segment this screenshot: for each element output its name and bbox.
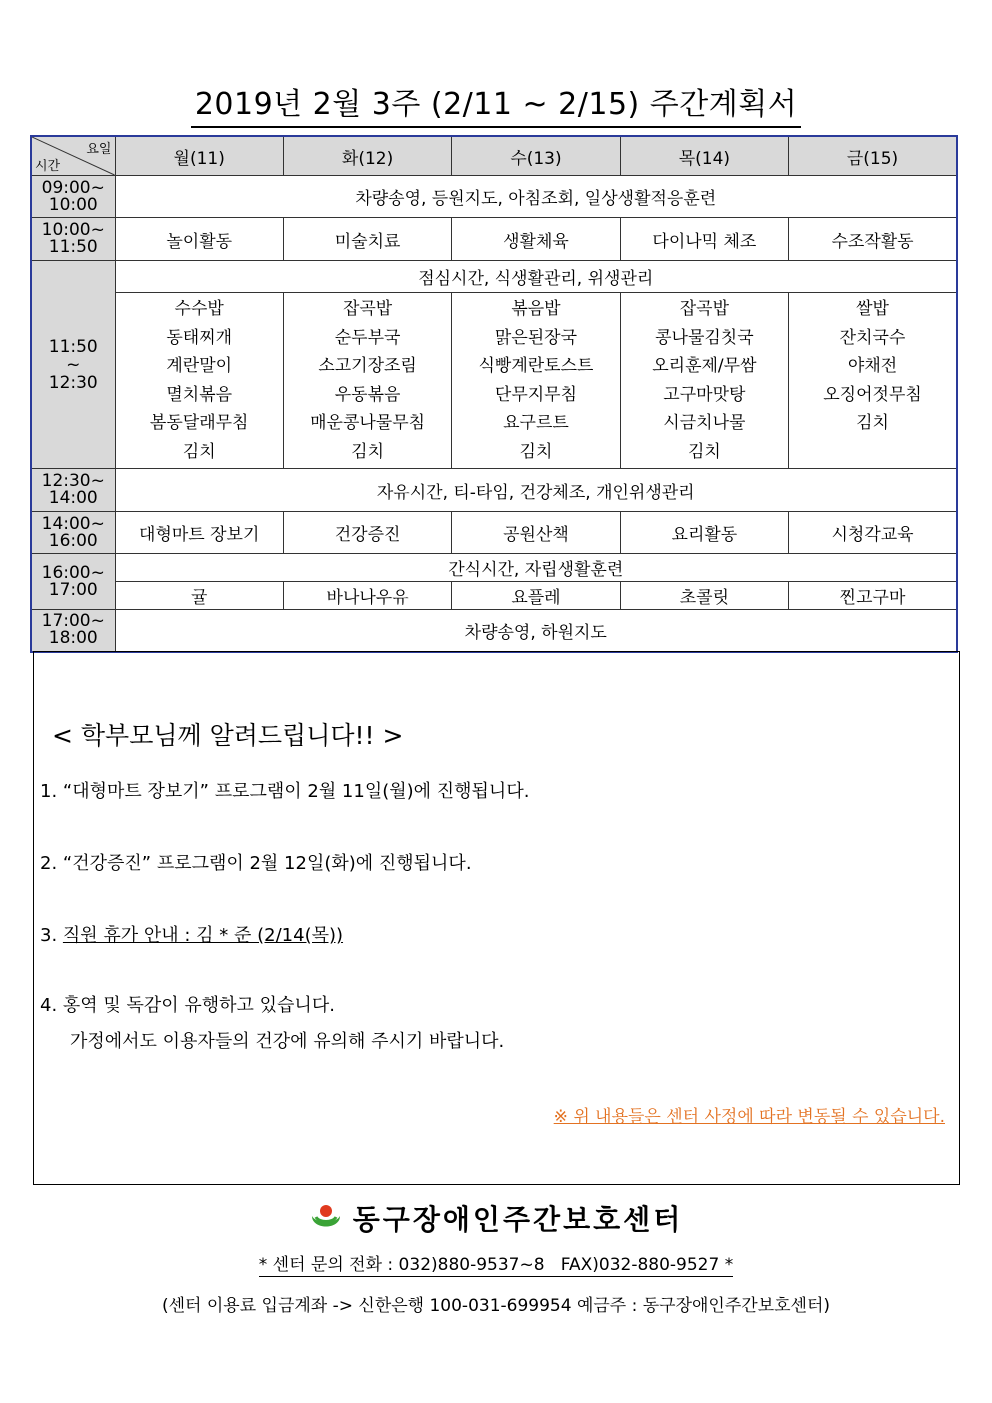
center-name <box>0 1198 992 1241</box>
menu-item: 김치 <box>182 441 216 462</box>
notice-item: 1. “대형마트 장보기” 프로그램이 2월 11일(월)에 진행됩니다. <box>40 781 530 802</box>
day-header: 월(11) <box>115 136 283 176</box>
activity-cell: 다이나믹 체조 <box>620 218 788 261</box>
day-header: 목(14) <box>620 136 788 176</box>
menu-item: 순두부국 <box>334 327 401 348</box>
menu-item: 맑은된장국 <box>494 327 578 348</box>
contact-text: * 센터 문의 전화 : 032)880-9537~8 FAX)032-880-9527 * <box>258 1255 734 1275</box>
time-cell: 12:30~ 14:00 <box>31 469 115 512</box>
menu-cell <box>283 293 451 469</box>
activity-cell: 점심시간, 식생활관리, 위생관리 <box>115 261 957 293</box>
time-cell: 16:00~ 17:00 <box>31 554 115 610</box>
menu-cell <box>789 293 957 469</box>
notice-item: 가정에서도 이용자들의 건강에 유의해 주시기 바랍니다. <box>70 1031 505 1052</box>
corner-day-label: 요일 <box>86 142 112 157</box>
table-row <box>31 261 957 293</box>
menu-item: 쌀밥 <box>856 299 889 319</box>
table-row <box>31 610 957 652</box>
menu-item: 식빵계란토스트 <box>478 356 594 376</box>
activity-cell: 자유시간, 티-타임, 건강체조, 개인위생관리 <box>115 469 957 512</box>
menu-item: 잔치국수 <box>839 327 906 348</box>
table-row <box>31 176 957 218</box>
table-row <box>31 554 957 582</box>
activity-cell: 생활체육 <box>452 218 620 261</box>
notice-box <box>33 651 960 1185</box>
activity-cell: 대형마트 장보기 <box>115 512 283 554</box>
snack-cell: 찐고구마 <box>789 582 957 610</box>
activity-cell: 수조작활동 <box>789 218 957 261</box>
contact-line <box>0 1250 992 1275</box>
menu-item: 콩나물김칫국 <box>655 327 754 348</box>
menu-item: 김치 <box>519 441 553 462</box>
day-header: 화(12) <box>283 136 451 176</box>
activity-cell: 차량송영, 등원지도, 아침조회, 일상생활적응훈련 <box>115 176 957 218</box>
activity-cell: 건강증진 <box>283 512 451 554</box>
menu-item: 매운콩나물무침 <box>310 413 426 433</box>
notice-title: < 학부모님께 알려드립니다!! > <box>52 721 404 750</box>
menu-item: 봄동달래무침 <box>149 413 249 433</box>
page-title: 2019년 2월 3주 (2/11 ~ 2/15) 주간계획서 <box>0 86 992 128</box>
menu-item: 잡곡밥 <box>342 299 393 319</box>
time-cell: 17:00~ 18:00 <box>31 610 115 652</box>
notice-item: 4. 홍역 및 독감이 유행하고 있습니다. <box>40 995 335 1016</box>
activity-cell: 공원산책 <box>452 512 620 554</box>
menu-item: 김치 <box>687 441 721 462</box>
activity-cell: 요리활동 <box>620 512 788 554</box>
day-header: 금(15) <box>789 136 957 176</box>
time-cell: 14:00~ 16:00 <box>31 512 115 554</box>
day-header: 수(13) <box>452 136 620 176</box>
menu-cell <box>115 293 283 469</box>
time-cell: 10:00~ 11:50 <box>31 218 115 261</box>
corner-time-label: 시간 <box>35 159 61 174</box>
menu-item: 볶음밥 <box>511 299 561 319</box>
account-line: (센터 이용료 입금계좌 -> 신한은행 100-031-699954 예금주 : 동구장애인주간보호센터) <box>161 1296 831 1316</box>
menu-item: 잡곡밥 <box>679 299 729 319</box>
menu-item: 동태찌개 <box>166 327 233 348</box>
activity-cell: 간식시간, 자립생활훈련 <box>115 554 957 582</box>
menu-item: 오리훈제/무쌈 <box>652 356 757 376</box>
notice-item <box>40 924 343 948</box>
menu-item: 소고기장조림 <box>318 356 417 376</box>
menu-item: 야채전 <box>847 356 898 376</box>
menu-item: 멸치볶음 <box>166 384 233 405</box>
activity-cell: 시청각교육 <box>789 512 957 554</box>
corner-cell <box>31 136 115 176</box>
menu-item: 오징어젓무침 <box>823 384 922 405</box>
table-row <box>31 582 957 610</box>
snack-cell: 바나나우유 <box>283 582 451 610</box>
center-logo <box>309 1202 343 1241</box>
notice-item-underlined: 직원 휴가 안내 : 김 * 준 (2/14(목)) <box>62 925 344 946</box>
menu-item: 우동볶음 <box>334 384 401 405</box>
table-row <box>31 469 957 512</box>
snack-cell: 요플레 <box>452 582 620 610</box>
snack-cell: 초콜릿 <box>620 582 788 610</box>
activity-cell: 놀이활동 <box>115 218 283 261</box>
snack-cell: 귤 <box>115 582 283 610</box>
table-row <box>31 512 957 554</box>
activity-cell: 차량송영, 하원지도 <box>115 610 957 652</box>
menu-item: 김치 <box>856 413 889 433</box>
menu-item: 시금치나물 <box>663 413 746 433</box>
menu-cell <box>620 293 788 469</box>
menu-item <box>789 438 956 467</box>
notice-item: 2. “건강증진” 프로그램이 2월 12일(화)에 진행됩니다. <box>40 853 472 874</box>
notice-item-prefix: 3. <box>40 925 63 946</box>
menu-cell <box>452 293 620 469</box>
time-cell: 11:50 ~ 12:30 <box>31 261 115 469</box>
menu-item: 고구마맛탕 <box>663 384 746 405</box>
menu-item: 단무지무침 <box>494 384 578 405</box>
menu-item: 김치 <box>351 441 385 462</box>
notice-remark: ※ 위 내용들은 센터 사정에 따라 변동될 수 있습니다. <box>553 1107 945 1127</box>
table-row <box>31 218 957 261</box>
weekly-schedule-table <box>30 135 958 653</box>
table-header-row <box>31 136 957 176</box>
table-row <box>31 293 957 469</box>
time-cell: 09:00~ 10:00 <box>31 176 115 218</box>
center-name-text: 동구장애인주간보호센터 <box>352 1203 684 1236</box>
menu-item: 수수밥 <box>174 299 224 319</box>
menu-item: 요구르트 <box>503 413 569 433</box>
activity-cell: 미술치료 <box>283 218 451 261</box>
menu-item: 계란말이 <box>166 356 233 376</box>
